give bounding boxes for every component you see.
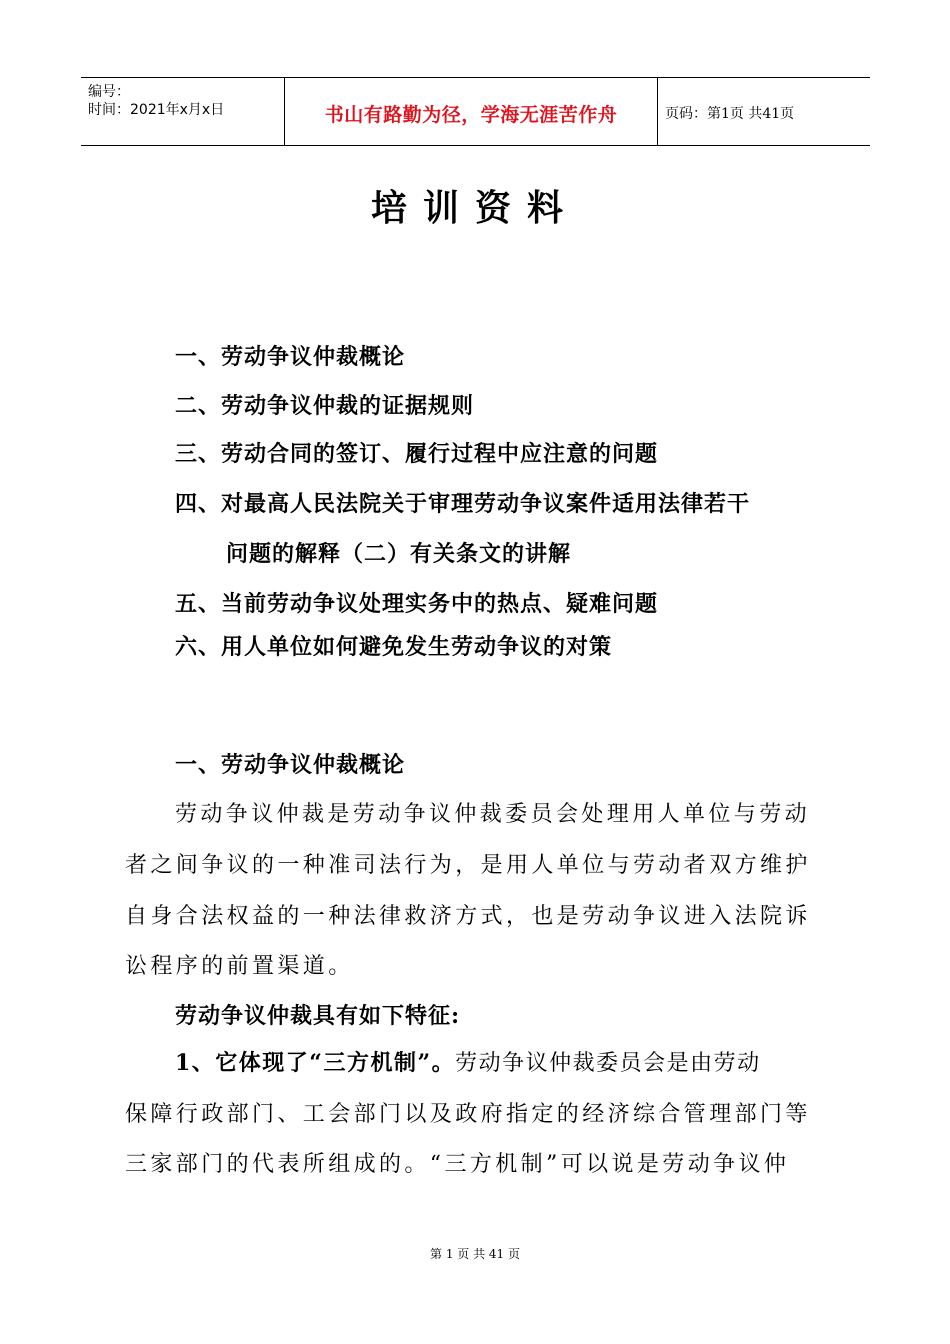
paragraph-line: 保障行政部门、工会部门以及政府指定的经济综合管理部门等 xyxy=(125,1102,811,1127)
paragraph-line: 自身合法权益的一种法律救济方式，也是劳动争议进入法院诉 xyxy=(125,904,811,929)
header-info-cell xyxy=(81,78,284,145)
paragraph-line: 者之间争议的一种准司法行为，是用人单位与劳动者双方维护 xyxy=(125,853,811,878)
point-1-title: 1、它体现了“三方机制”。 xyxy=(175,1050,456,1076)
toc-item-1: 一、劳动争议仲裁概论 xyxy=(175,344,406,370)
section-heading: 一、劳动争议仲裁概论 xyxy=(175,752,406,778)
paragraph-line: 讼程序的前置渠道。 xyxy=(125,954,354,979)
toc-item-3: 三、劳动合同的签订、履行过程中应注意的问题 xyxy=(175,441,659,467)
point-1-text: 劳动争议仲裁委员会是由劳动 xyxy=(455,1051,761,1076)
header-motto-cell xyxy=(284,78,658,145)
document-title: 培训资料 xyxy=(370,187,579,229)
point-1-line xyxy=(175,1046,880,1077)
header-page-cell xyxy=(657,78,870,145)
toc-item-2: 二、劳动争议仲裁的证据规则 xyxy=(175,393,475,419)
features-heading: 劳动争议仲裁具有如下特征: xyxy=(175,1003,461,1029)
toc-item-5: 五、当前劳动争议处理实务中的热点、疑难问题 xyxy=(175,591,659,617)
page-label: 页码：第1页 共41页 xyxy=(665,106,795,122)
toc-item-6: 六、用人单位如何避免发生劳动争议的对策 xyxy=(175,634,613,660)
page-footer: 第 1 页 共 41 页 xyxy=(430,1247,520,1261)
motto-text: 书山有路勤为径，学海无涯苦作舟 xyxy=(324,104,618,126)
number-label: 编号： xyxy=(88,84,130,100)
paragraph-line: 三家部门的代表所组成的。“三方机制”可以说是劳动争议仲 xyxy=(125,1152,790,1177)
toc-item-4: 四、对最高人民法院关于审理劳动争议案件适用法律若干 xyxy=(175,491,751,517)
time-label: 时间：2021年x月x日 xyxy=(88,102,225,118)
header-table xyxy=(81,77,870,146)
toc-item-4-continued: 问题的解释（二）有关条文的讲解 xyxy=(226,541,572,567)
paragraph-line: 劳动争议仲裁是劳动争议仲裁委员会处理用人单位与劳动 xyxy=(175,802,811,827)
